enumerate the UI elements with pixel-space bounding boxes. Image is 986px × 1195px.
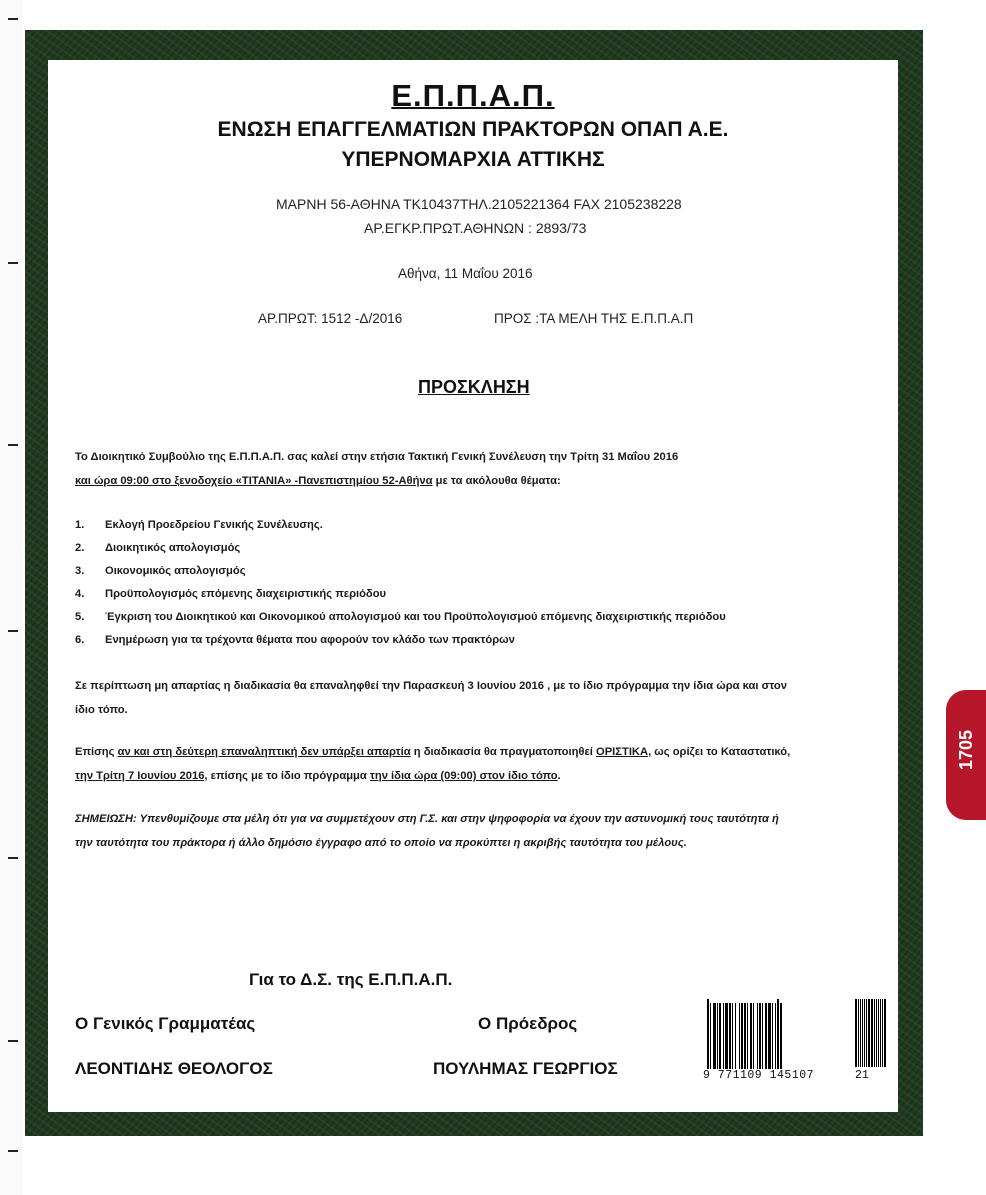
protocol-number: ΑΡ.ΠΡΩΤ: 1512 -Δ/2016 — [258, 311, 403, 326]
scan-mark — [8, 857, 18, 859]
scan-mark — [8, 18, 18, 20]
scan-mark — [8, 1040, 18, 1042]
letter-date: Αθήνα, 11 Μαΐου 2016 — [398, 266, 533, 281]
secretary-title: Ο Γενικός Γραμματέας — [75, 1014, 256, 1033]
barcode-bar — [739, 1003, 740, 1079]
page-number: 1705 — [956, 730, 976, 771]
barcode-bar — [757, 1003, 758, 1079]
scan-margin — [0, 0, 22, 1195]
meeting-venue: και ώρα 09:00 στο ξενοδοχείο «TITANIA» -Πανεπιστημίου 52-Αθήνα — [75, 475, 433, 487]
barcode-bar — [768, 1003, 771, 1079]
list-item: 3. Οικονομικός απολογισμός — [75, 565, 246, 577]
barcode-bar — [735, 1003, 736, 1079]
barcode-addon-bars — [855, 999, 887, 1073]
barcode-bar — [753, 1003, 754, 1079]
scan-mark — [8, 444, 18, 446]
barcode-bar — [732, 1003, 733, 1079]
list-item: 6. Ενημέρωση για τα τρέχοντα θέματα που αφορούν τον κλάδο των πρακτόρων — [75, 634, 515, 646]
note-line-1: ΣΗΜΕΙΩΣΗ: Υπενθυμίζουμε στα μέλη ότι για να συμμετέχουν στη Γ.Σ. και στην ψηφοφορία να έχουν την αστυνομική τους ταυτότητα ή — [75, 813, 779, 825]
barcode-bar — [880, 999, 881, 1067]
intro-line-2 — [75, 475, 561, 487]
barcode-bar — [719, 1003, 721, 1079]
barcode-bar — [876, 999, 877, 1067]
list-item: 1. Εκλογή Προεδρείου Γενικής Συνέλευσης. — [75, 519, 323, 531]
barcode-bar — [871, 999, 873, 1067]
barcode-bar — [741, 1003, 743, 1079]
barcode-bar — [775, 1003, 776, 1079]
org-full-name: ΕΝΩΣΗ ΕΠΑΓΓΕΛΜΑΤΙΩΝ ΠΡΑΚΤΟΡΩΝ ΟΠΑΠ Α.Ε. — [217, 118, 729, 141]
barcode-bar — [855, 999, 857, 1067]
barcode-bar — [713, 1003, 716, 1079]
barcode — [703, 993, 903, 1093]
second-meeting-line-1: Επίσης αν και στη δεύτερη επαναληπτική δεν υπάρξει απαρτία η διαδικασία θα πραγματοποιηθεί ΟΡΙΣΤΙΚΑ, ως ορίζει το Καταστατικό, — [75, 746, 791, 758]
barcode-bar — [723, 1003, 724, 1079]
page-number-tab — [946, 690, 986, 820]
barcode-bar — [868, 999, 870, 1067]
note-line-2: την ταυτότητα του πράκτορα ή άλλο δημόσιο έγγραφο από το οποίο να προκύπτει η ακριβής ταυτότητα του μέλους. — [75, 837, 687, 849]
barcode-bar — [874, 999, 875, 1067]
intro-line-1: Το Διοικητικό Συμβούλιο της Ε.Π.Π.Α.Π. σας καλεί στην ετήσια Τακτική Γενική Συνέλευση την Τρίτη 31 Μαΐου 2016 — [75, 451, 679, 463]
barcode-bar — [717, 1003, 718, 1079]
list-item: 5. Έγκριση του Διοικητικού και Οικονομικού απολογισμού και του Προϋπολογισμού επόμενης διαχειριστικής περιόδου — [75, 611, 726, 623]
document-title: ΠΡΟΣΚΛΗΣΗ — [418, 377, 530, 397]
barcode-bar — [858, 999, 859, 1067]
president-title: Ο Πρόεδρος — [478, 1014, 578, 1033]
barcode-bar — [725, 1003, 728, 1079]
barcode-bar — [777, 999, 779, 1079]
barcode-bar — [747, 1003, 748, 1079]
barcode-bar — [864, 999, 865, 1067]
barcode-bar — [744, 1003, 746, 1079]
list-item: 4. Προϋπολογισμός επόμενης διαχειριστικής περιόδου — [75, 588, 387, 600]
org-region: ΥΠΕΡΝΟΜΑΡΧΙΑ ΑΤΤΙΚΗΣ — [341, 148, 605, 171]
barcode-bar — [750, 1003, 752, 1079]
quorum-line-2: ίδιο τόπο. — [75, 704, 128, 716]
scan-mark — [8, 262, 18, 264]
recipient: ΠΡΟΣ :ΤΑ ΜΕΛΗ ΤΗΣ Ε.Π.Π.Α.Π — [494, 311, 694, 326]
barcode-bar — [860, 999, 861, 1067]
barcode-bar — [765, 1003, 767, 1079]
barcode-bar — [772, 1003, 773, 1079]
quorum-line-1: Σε περίπτωση μη απαρτίας η διαδικασία θα επαναληφθεί την Παρασκευή 3 Ιουνίου 2016 , με το ίδιο πρόγραμμα την ίδια ώρα και στον — [75, 680, 787, 692]
barcode-bar — [759, 1003, 761, 1079]
list-item: 2. Διοικητικός απολογισμός — [75, 542, 241, 554]
barcode-bar — [729, 1003, 731, 1079]
secretary-name: ΛΕΟΝΤΙΔΗΣ ΘΕΟΛΟΓΟΣ — [75, 1059, 273, 1078]
barcode-bar — [707, 999, 709, 1079]
barcode-bar — [862, 999, 864, 1067]
org-acronym: Ε.Π.Π.Α.Π. — [391, 78, 555, 113]
barcode-bar — [866, 999, 867, 1067]
org-address: ΜΑΡΝΗ 56-ΑΘΗΝΑ ΤΚ10437ΤΗΛ.2105221364 FAX 2105238228 — [276, 196, 682, 212]
org-registration: ΑΡ.ΕΓΚΡ.ΠΡΩΤ.ΑΘΗΝΩΝ : 2893/73 — [364, 220, 587, 236]
barcode-digits: 9 771109 145107 — [703, 1069, 815, 1082]
barcode-bar — [762, 1003, 763, 1079]
scan-mark — [8, 1150, 18, 1152]
second-meeting-line-2: την Τρίτη 7 Ιουνίου 2016, επίσης με το ίδιο πρόγραμμα την ίδια ώρα (09:00) στον ίδιο τόπο. — [75, 770, 561, 782]
intro-line-2-rest: με τα ακόλουθα θέματα: — [432, 475, 561, 487]
barcode-bars — [707, 999, 835, 1079]
president-name: ΠΟΥΛΗΜΑΣ ΓΕΩΡΓΙΟΣ — [433, 1059, 618, 1078]
barcode-addon: 21 — [855, 1069, 869, 1082]
document-page — [48, 60, 898, 1112]
scan-mark — [8, 630, 18, 632]
barcode-bar — [710, 1003, 711, 1079]
barcode-bar — [878, 999, 880, 1067]
barcode-bar — [884, 999, 886, 1067]
barcode-bar — [780, 1003, 782, 1079]
barcode-bar — [882, 999, 883, 1067]
signature-heading: Για το Δ.Σ. της Ε.Π.Π.Α.Π. — [249, 970, 453, 989]
